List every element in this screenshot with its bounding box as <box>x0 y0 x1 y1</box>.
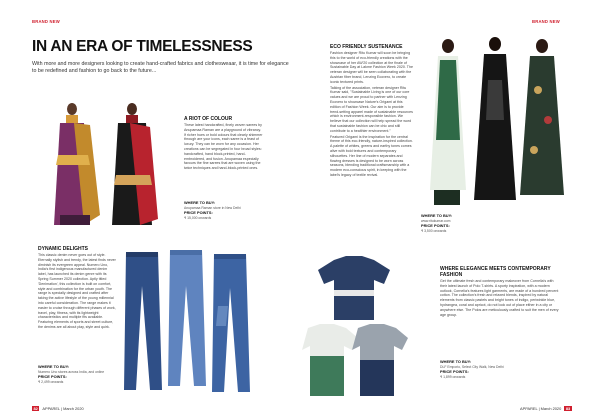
colour-price-value: ₹ 15,000 onwards <box>184 216 212 220</box>
colour-body: These latest handcrafted, finely woven sarees by Anupamaa Raman are a playground of vibrancy. If richer hues or bold colours that clearly shimmer through are your icons, each saree is a feast of luxury. They can be worn for any occasion. Her creations can be segregated in four broad styles: handcrafted, hand block-printed, hand-embroidered, and fusion. Anupamaa especially favours the fine sarees that are woven using the twice techniques and hand-block-printed ones. <box>184 123 263 171</box>
denim-heading: DYNAMIC DELIGHTS <box>38 246 88 252</box>
tshirts-photo <box>300 256 408 406</box>
footer-left <box>32 406 84 411</box>
eco-where-value: www.ritukumar.com <box>421 218 451 223</box>
footer-left-text: APPAREL | March 2020 <box>42 406 84 411</box>
page-number-left: 82 <box>33 406 38 411</box>
saree-photo <box>30 95 180 235</box>
colour-price-label: PRICE POINTS: <box>184 210 213 216</box>
denim-price-label: PRICE POINTS: <box>38 374 67 380</box>
denim-article <box>38 246 116 366</box>
tshirts-where-label: WHERE TO BUY: <box>440 359 472 364</box>
section-tag-left: BRAND NEW <box>32 19 60 24</box>
colour-where-label: WHERE TO BUY: <box>184 200 216 205</box>
section-tag-right: BRAND NEW <box>532 19 560 24</box>
eco-body-2: Talking of the association, veteran designer Ritu Kumar said, "Sustainable Living is one of our core values and we are proud to partner with Lenzing Ecovero to showcase Nature's Origami at this edition of Fashion Week. Our aim is to provide trend-setting apparel made of sustainable resources which is environment-responsible fashion. We believe that our collection will help spread the word that sustainable fashion can be chic and still contribute to a healthier environment." <box>330 85 413 133</box>
footer-right <box>520 406 572 411</box>
page-number-right: 83 <box>565 406 571 411</box>
denim-where-value: Numero Uno stores across India, and online <box>38 369 105 374</box>
tshirts-buy-box <box>440 360 550 379</box>
colour-heading: A RIOT OF COLOUR <box>184 116 233 122</box>
tshirts-heading: WHERE ELEGANCE MEETS CONTEMPORARY FASHION <box>440 266 551 278</box>
eco-price-label: PRICE POINTS: <box>421 223 450 229</box>
ritu-kumar-photo <box>420 30 570 215</box>
eco-price-value: ₹ 3,500 onwards <box>421 229 447 233</box>
intro-paragraph: With more and more designers looking to create hand-crafted fabrics and clothesweaar, it is time for elegance to be redefined and fashion to go back to the future... <box>32 61 289 74</box>
colour-article <box>184 116 264 171</box>
denim-price-value: ₹ 2,499 onwards <box>38 380 64 384</box>
tshirts-where-value: DLF Emporio, Select City Walk, New Delhi <box>440 364 504 369</box>
tshirts-price-value: ₹ 1,899 onwards <box>440 375 466 379</box>
eco-buy-box <box>421 214 501 233</box>
footer-right-text: APPAREL | March 2020 <box>520 406 562 411</box>
eco-heading: ECO FRIENDLY SUSTENANCE <box>330 44 403 50</box>
page-title: IN AN ERA OF TIMELESSNESS <box>32 38 253 55</box>
colour-where-value: Anupamaa Raman store in New Delhi <box>184 205 241 210</box>
denim-where-label: WHERE TO BUY: <box>38 364 70 369</box>
tshirts-body: Get the ultimate fresh and contemporary makeover from Cornelia's with their latest launch of Polo T-shirts. A sporty inspiration, with a modern outlook, Cornelia's features light garments, are made of a hundred percent cotton. The collection's fresh and relaxed blends, inspired by natural elements from classic pastels and bright tones of indigo, periwinkle blue, hydrangea, coral and apricot, do not look out of place either in a city or anywhere else. The Polos are meticulously crafted to suit the men of every age group. <box>440 279 559 317</box>
tshirts-article <box>440 266 560 351</box>
denim-buy-box <box>38 365 118 384</box>
eco-body-1: Fashion designer Ritu Kumar will soon be bringing this to the world of eco-friendly creations with the showcase of her AW'20 collection at the finale of Sustainable Day at Lakme Fashion Week 2020. The veteran designer will be seen collaborating with the Austrian fiber brand, Lenzing Ecovero, to create iconic textured prints. <box>330 51 413 84</box>
eco-body-3: Featured Origami is the inspiration for the central theme of this eco-friendly, nature-inspired collection. A palette of whites, greens and earthy tones comes alive with bold textures and contemporary silhouettes. Her line of modern separates and flowing dresses is designed to be worn across seasons, blending traditional craftsmanship with a modern eco-conscious spirit, in keeping with the label's legacy of textile revival. <box>330 134 413 177</box>
denim-body: This classic denim never goes out of style. Eternally stylish and trendy, the latest finds never diminish its evergreen appeal. Numero Uno, India's first indigenous manufactured denim label, has launched its denim genre with its Spring Summer 2020 collection. Aptly titled 'Denimation', this collection is built on comfort, style and combination for the urban youth. The range is specially designed and crafted after taking the active lifestyle of the young millennial into careful consideration. The range makes it easier to cruise through different phases of work, travel, play, fitness, with its lightweight characteristics and multiple fits available. Featuring elements of sports and street culture, the denims are all about play, style and quirk. <box>38 253 116 329</box>
jeans-photo <box>118 246 268 396</box>
tshirts-price-label: PRICE POINTS: <box>440 369 469 375</box>
eco-article <box>330 44 414 220</box>
eco-where-label: WHERE TO BUY: <box>421 213 453 218</box>
colour-buy-box <box>184 201 264 220</box>
